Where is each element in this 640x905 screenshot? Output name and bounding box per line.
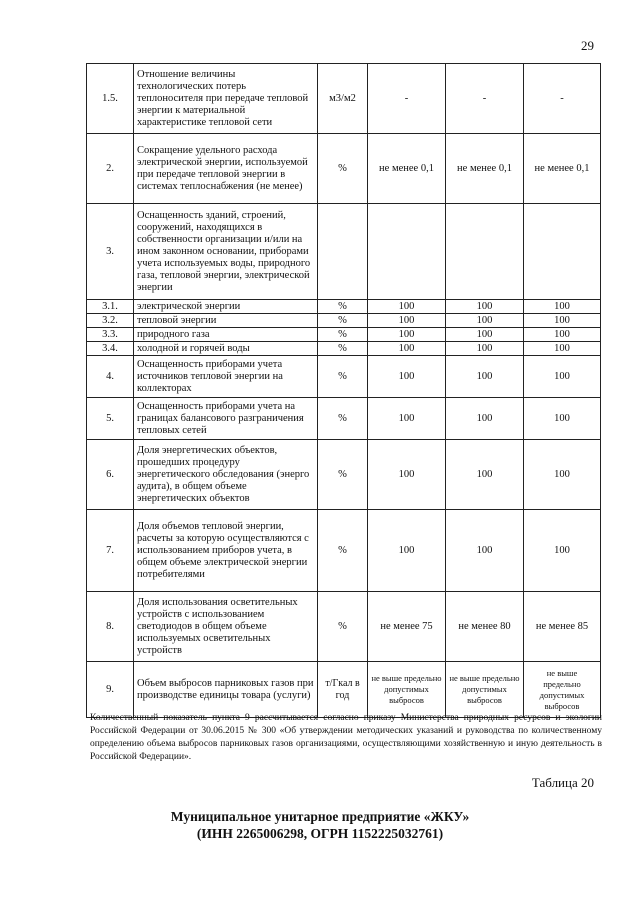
row-name: Оснащенность приборами учета на границах балансового разграничения тепловых сетей (134, 398, 318, 440)
row-name: Оснащенность зданий, строений, сооружений, находящихся в собственности организации и/или на ином законном основании, приборами учета используемых воды, природного газа, тепловой энергии, электрической энергии (134, 204, 318, 300)
row-number: 7. (87, 510, 134, 592)
row-unit: % (318, 398, 368, 440)
row-unit: % (318, 328, 368, 342)
row-unit: % (318, 510, 368, 592)
row-value-2 (446, 204, 524, 300)
row-name: Доля энергетических объектов, прошедших процедуру энергетического обследования (энерго аудита), в общем объеме энергетических объектов (134, 440, 318, 510)
row-value-2: 100 (446, 328, 524, 342)
row-value-2: не менее 80 (446, 592, 524, 662)
table-row (87, 356, 601, 398)
row-value-1: 100 (368, 440, 446, 510)
row-value-1: 100 (368, 398, 446, 440)
row-name: электрической энергии (134, 300, 318, 314)
row-name: Сокращение удельного расхода электрической энергии, используемой при передаче тепловой энергии в системах теплоснабжения (не менее) (134, 134, 318, 204)
row-value-1: - (368, 64, 446, 134)
row-number: 1.5. (87, 64, 134, 134)
row-name: Объем выбросов парниковых газов при производстве единицы товара (услуги) (134, 662, 318, 718)
row-value-2: - (446, 64, 524, 134)
row-value-3: не выше предельно допустимых выбросов (524, 662, 601, 718)
table-row (87, 662, 601, 718)
row-number: 3.2. (87, 314, 134, 328)
row-value-2: 100 (446, 398, 524, 440)
row-value-2: 100 (446, 342, 524, 356)
row-unit: % (318, 134, 368, 204)
row-name: тепловой энергии (134, 314, 318, 328)
row-value-1: 100 (368, 314, 446, 328)
row-value-3: 100 (524, 342, 601, 356)
row-value-1: не менее 75 (368, 592, 446, 662)
row-name: Доля использования осветительных устройств с использованием светодиодов в общем объеме используемых осветительных устройств (134, 592, 318, 662)
row-name: природного газа (134, 328, 318, 342)
row-name: холодной и горячей воды (134, 342, 318, 356)
indicators-table (86, 63, 601, 718)
row-value-3: не менее 85 (524, 592, 601, 662)
row-unit: % (318, 356, 368, 398)
row-unit: % (318, 440, 368, 510)
row-value-1 (368, 204, 446, 300)
row-unit: % (318, 314, 368, 328)
page-number: 29 (581, 38, 594, 53)
row-value-2: не менее 0,1 (446, 134, 524, 204)
row-number: 8. (87, 592, 134, 662)
row-unit: % (318, 342, 368, 356)
row-value-3: 100 (524, 356, 601, 398)
row-value-2: 100 (446, 300, 524, 314)
row-value-1: 100 (368, 300, 446, 314)
row-value-1: 100 (368, 342, 446, 356)
row-unit: т/Гкал в год (318, 662, 368, 718)
table-row (87, 300, 601, 314)
row-number: 9. (87, 662, 134, 718)
row-value-2: 100 (446, 440, 524, 510)
table-row (87, 64, 601, 134)
row-number: 3. (87, 204, 134, 300)
row-number: 4. (87, 356, 134, 398)
row-number: 3.4. (87, 342, 134, 356)
row-number: 3.1. (87, 300, 134, 314)
table-row (87, 342, 601, 356)
table-row (87, 510, 601, 592)
row-value-1: 100 (368, 328, 446, 342)
row-value-2: 100 (446, 510, 524, 592)
row-value-3: 100 (524, 328, 601, 342)
row-value-3: не менее 0,1 (524, 134, 601, 204)
row-name: Оснащенность приборами учета источников тепловой энергии на коллекторах (134, 356, 318, 398)
row-name: Отношение величины технологических потерь теплоносителя при передаче тепловой энергии к материальной характеристике тепловой сети (134, 64, 318, 134)
table-label: Таблица 20 (531, 775, 594, 790)
row-value-3: - (524, 64, 601, 134)
table-row (87, 134, 601, 204)
table-row (87, 440, 601, 510)
organization-name: Муниципальное унитарное предприятие «ЖКУ» (170, 809, 470, 824)
row-value-2: не выше предельно допустимых выбросов (446, 662, 524, 718)
row-name: Доля объемов тепловой энергии, расчеты за которую осуществляются с использованием приборов учета, в общем объеме электрической энергии потребителями (134, 510, 318, 592)
organization-ids: (ИНН 2265006298, ОГРН 1152225032761) (196, 826, 444, 841)
table-row (87, 328, 601, 342)
row-value-3: 100 (524, 314, 601, 328)
row-value-3: 100 (524, 510, 601, 592)
row-value-1: 100 (368, 356, 446, 398)
row-number: 5. (87, 398, 134, 440)
row-number: 6. (87, 440, 134, 510)
row-value-3 (524, 204, 601, 300)
table-row (87, 592, 601, 662)
row-value-1: не выше предельно допустимых выбросов (368, 662, 446, 718)
row-unit (318, 204, 368, 300)
row-value-1: 100 (368, 510, 446, 592)
table-row (87, 204, 601, 300)
row-number: 2. (87, 134, 134, 204)
row-value-2: 100 (446, 356, 524, 398)
table-row (87, 398, 601, 440)
row-value-3: 100 (524, 398, 601, 440)
row-unit: м3/м2 (318, 64, 368, 134)
row-value-3: 100 (524, 440, 601, 510)
table-row (87, 314, 601, 328)
row-value-3: 100 (524, 300, 601, 314)
row-unit: % (318, 592, 368, 662)
row-number: 3.3. (87, 328, 134, 342)
row-unit: % (318, 300, 368, 314)
row-value-1: не менее 0,1 (368, 134, 446, 204)
row-value-2: 100 (446, 314, 524, 328)
footnote: Количественный показатель пункта 9 рассчитывается согласно приказу Министерства природных ресурсов и экологии Российской Федерации от 30.06.2015 № 300 «Об утверждении методических указаний и руководства по количественному определению объема выбросов парниковых газов организациями, осуществляющими хозяйственную и иную деятельность в Российской Федерации». (90, 713, 602, 762)
